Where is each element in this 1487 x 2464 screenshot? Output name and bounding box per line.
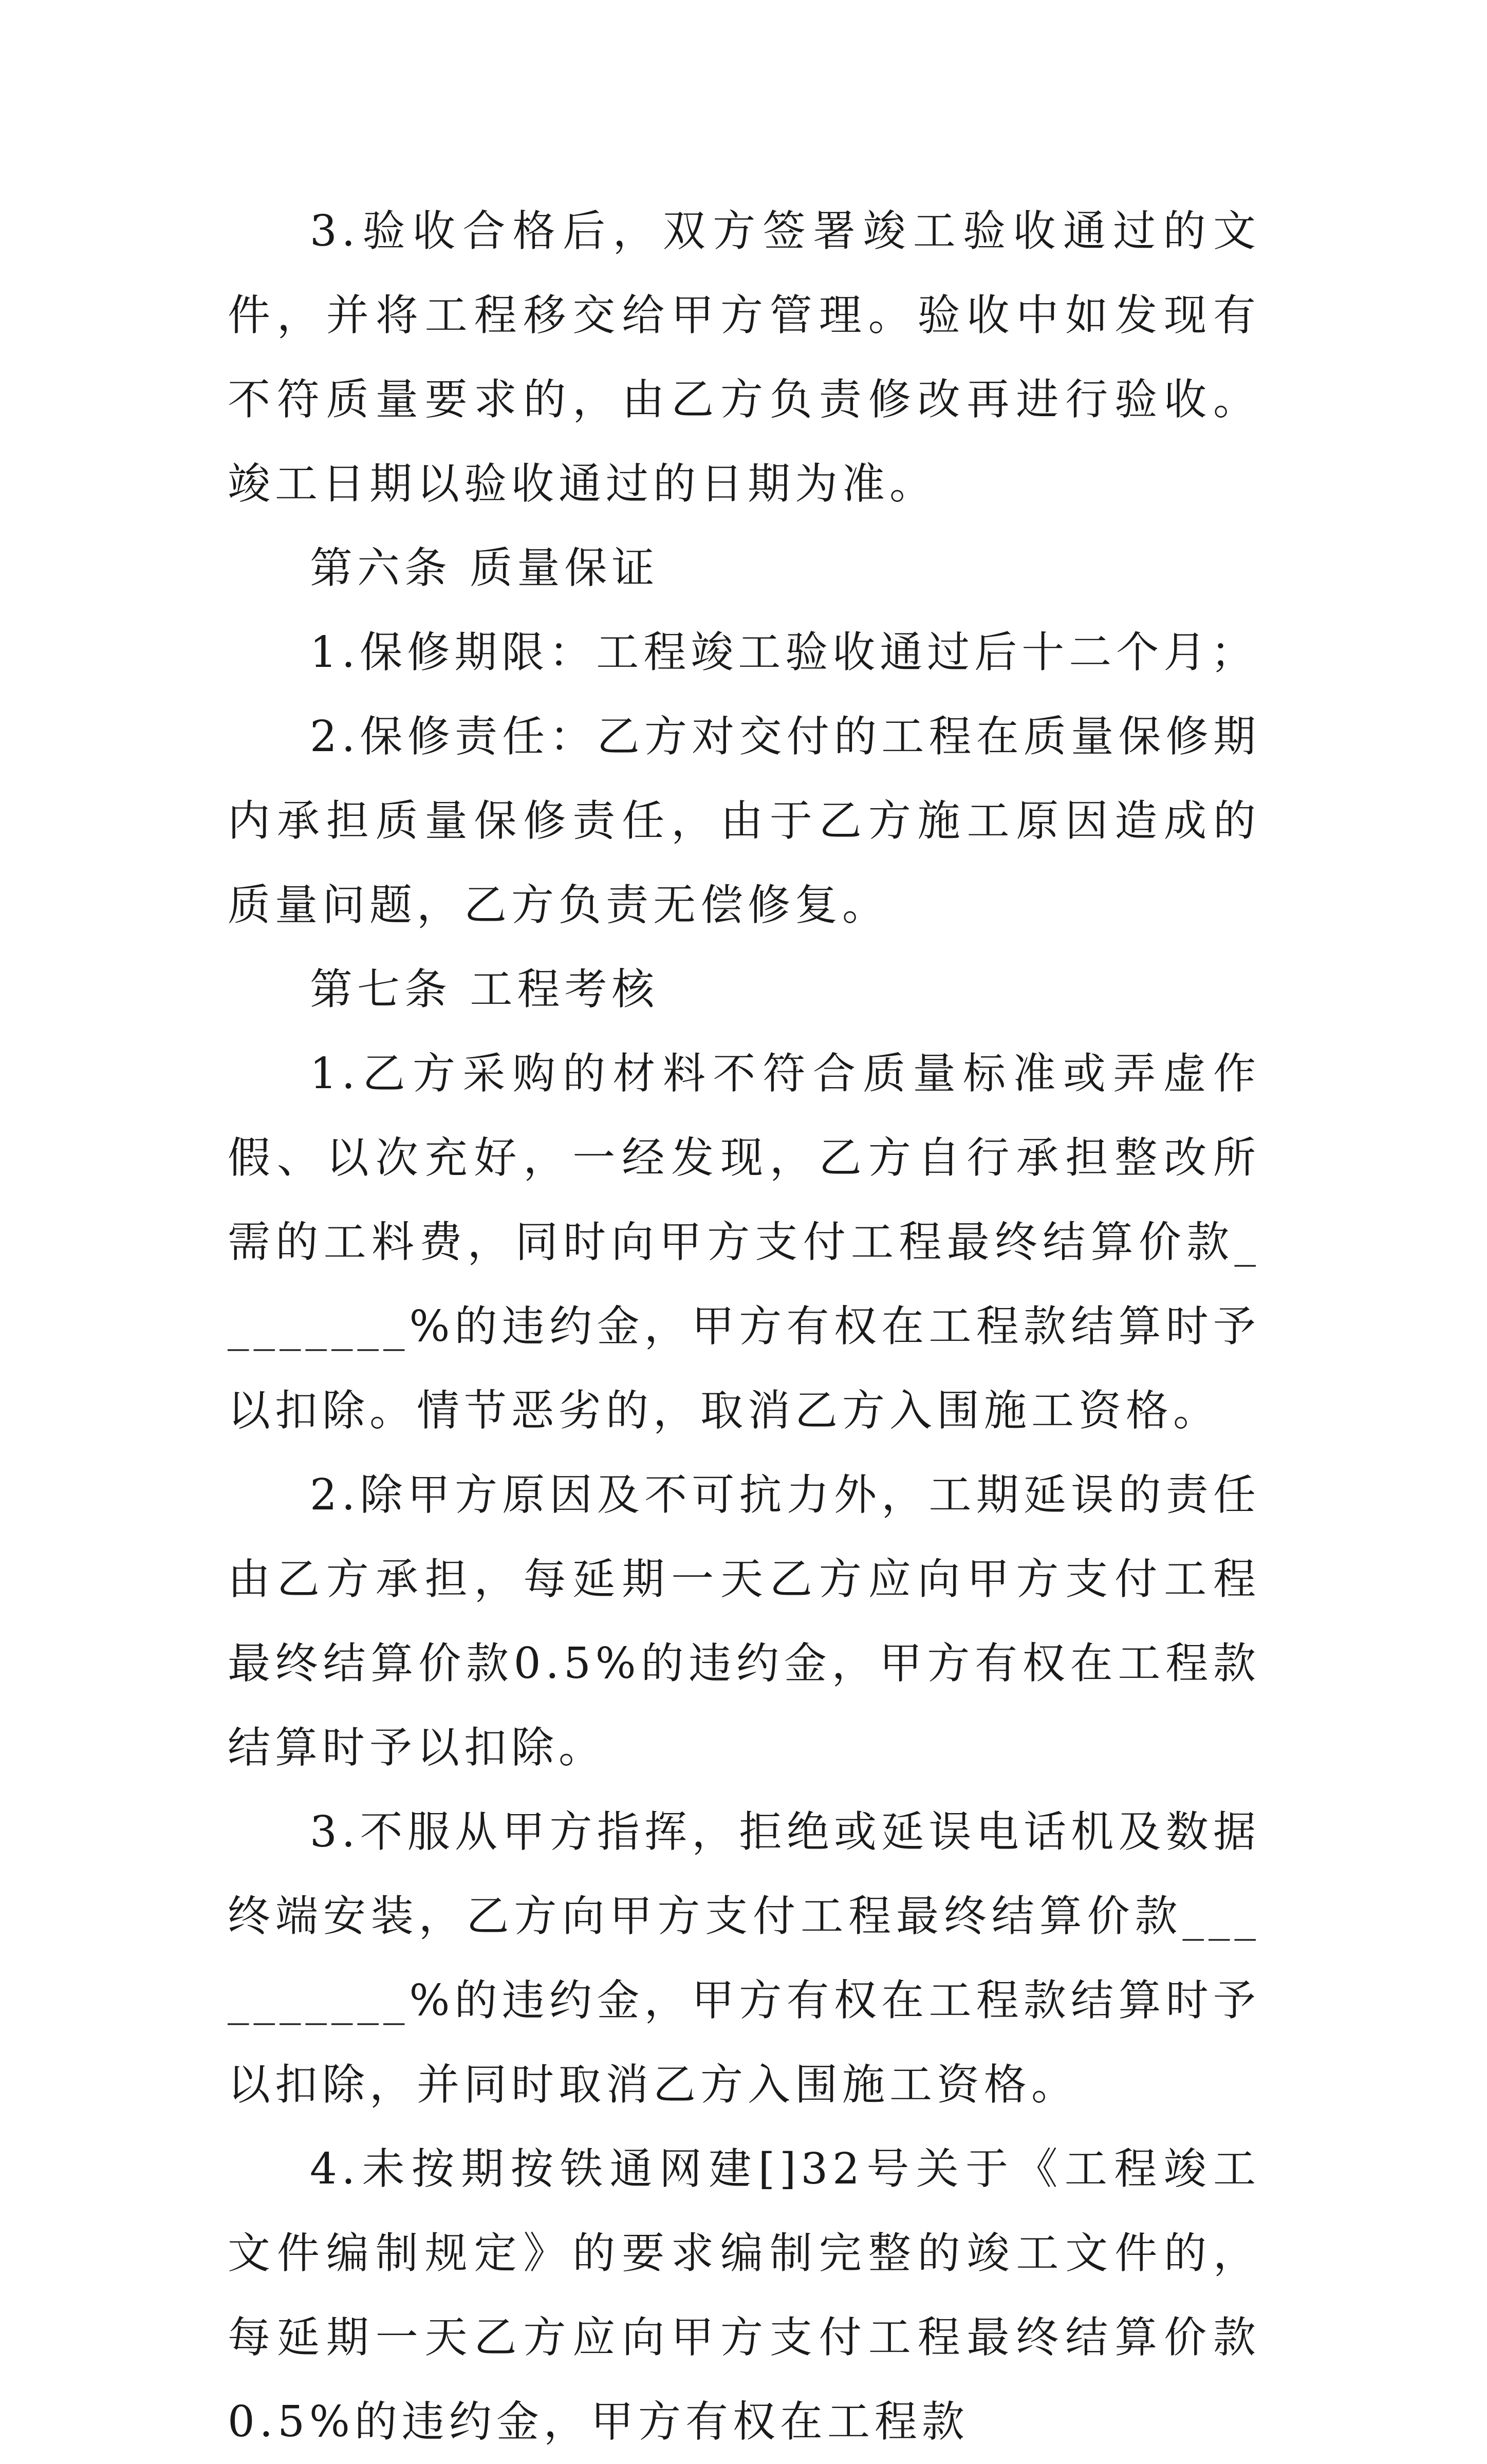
- paragraph-warranty-period: 1.保修期限：工程竣工验收通过后十二个月；: [310, 627, 1258, 677]
- paragraph-material-penalty: 1.乙方采购的材料不符合质量标准或弄虚作假、以次充好，一经发现，乙方自行承担整改所需的工料费，同时向甲方支付工程最终结算价款________%的违约金，甲方有权在工程款结算时予以扣除。情节恶劣的，取消乙方入围施工资格。: [228, 1049, 1260, 1435]
- paragraph-warranty-responsibility: 2.保修责任：乙方对交付的工程在质量保修期内承担质量保修责任，由于乙方施工原因造成的质量问题，乙方负责无偿修复。: [228, 712, 1260, 930]
- section-heading-article-7: 第七条 工程考核: [310, 964, 659, 1014]
- paragraph-acceptance-handover: 3.验收合格后，双方签署竣工验收通过的文件，并将工程移交给甲方管理。验收中如发现有不符质量要求的，由乙方负责修改再进行验收。竣工日期以验收通过的日期为准。: [228, 206, 1260, 509]
- paragraph-delay-penalty: 2.除甲方原因及不可抗力外，工期延误的责任由乙方承担，每延期一天乙方应向甲方支付工程最终结算价款0.5%的违约金，甲方有权在工程款结算时予以扣除。: [228, 1470, 1260, 1772]
- paragraph-completion-documents-penalty: 4.未按期按铁通网建[]32号关于《工程竣工文件编制规定》的要求编制完整的竣工文件的，每延期一天乙方应向甲方支付工程最终结算价款0.5%的违约金，甲方有权在工程款: [228, 2144, 1260, 2447]
- document-body: [228, 189, 1260, 2464]
- paragraph-disobedience-penalty: 3.不服从甲方指挥，拒绝或延误电话机及数据终端安装，乙方向甲方支付工程最终结算价款__________%的违约金，甲方有权在工程款结算时予以扣除，并同时取消乙方入围施工资格。: [228, 1807, 1260, 2110]
- section-heading-article-6: 第六条 质量保证: [310, 543, 659, 593]
